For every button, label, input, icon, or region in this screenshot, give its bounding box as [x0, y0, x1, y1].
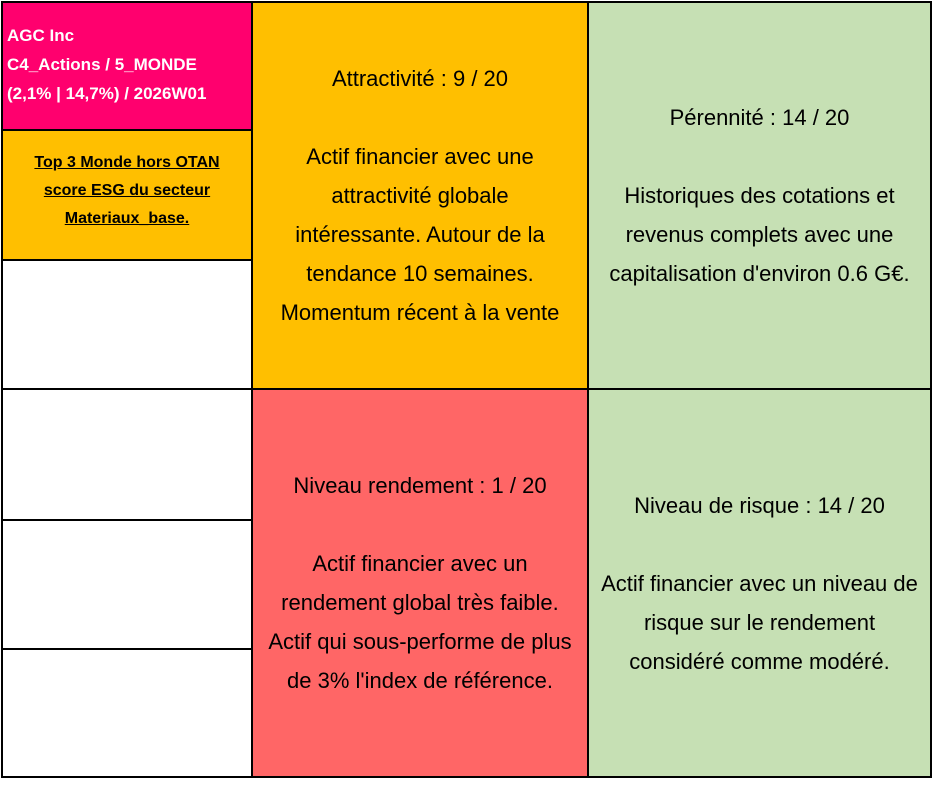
asset-identity-cell: [1, 1, 253, 131]
blank-cell: [1, 648, 253, 778]
perennite-text: Historiques des cotations et revenus complets avec une capitalisation d'environ 0.6 G€.: [609, 183, 910, 286]
asset-stats: (2,1% | 14,7%) / 2026W01: [7, 84, 207, 103]
esg-cell: [1, 129, 253, 261]
rendement-text: Actif financier avec un rendement global très faible. Actif qui sous-performe de plus de 3% l'index de référence.: [268, 551, 572, 693]
blank-cell: [1, 259, 253, 390]
attractivite-title: Attractivité : 9 / 20: [331, 66, 509, 91]
blank-cell: [1, 519, 253, 650]
esg-text: Top 3 Monde hors OTAN score ESG du secteur Materiaux_base.: [34, 154, 220, 227]
rendement-cell: [251, 388, 589, 778]
blank-cell: [1, 388, 253, 521]
rendement-title: Niveau rendement : 1 / 20: [293, 473, 547, 498]
risque-title: Niveau de risque : 14 / 20: [634, 492, 885, 518]
perennite-title: Pérennité : 14 / 20: [669, 105, 850, 130]
risque-cell: [587, 388, 932, 778]
asset-category: C4_Actions / 5_MONDE: [7, 55, 197, 74]
perennite-cell: [587, 1, 932, 390]
attractivite-text: Actif financier avec une attractivité globale intéressante. Autour de la tendance 10 semaines. Momentum récent à la vente: [280, 144, 560, 325]
attractivite-cell: [251, 1, 589, 390]
risque-text: Actif financier avec un niveau de risque sur le rendement considéré comme modéré.: [601, 570, 918, 674]
asset-name: AGC Inc: [7, 26, 75, 45]
